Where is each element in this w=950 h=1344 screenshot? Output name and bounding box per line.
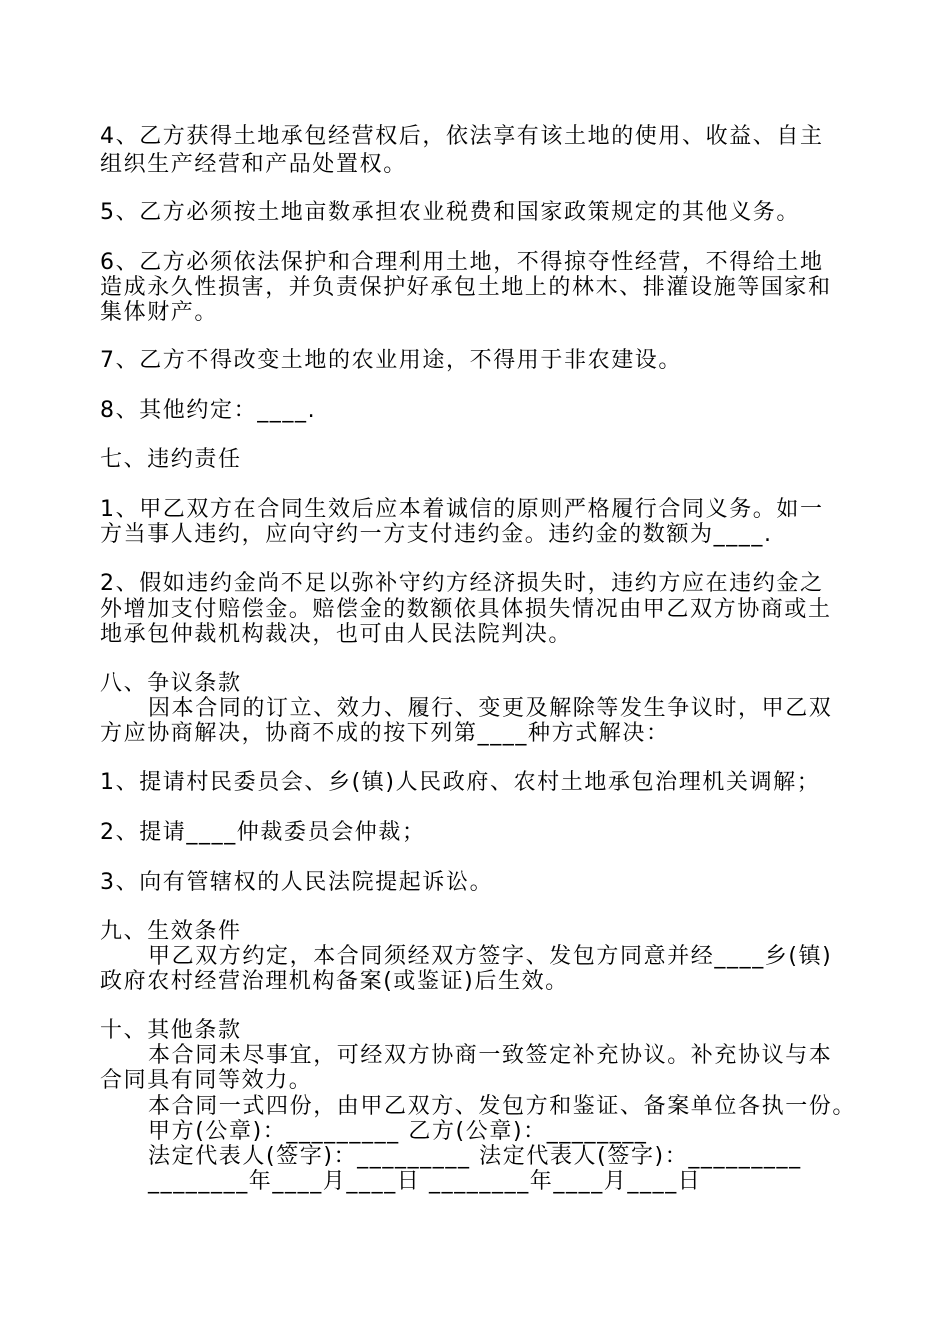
- section-8-line-1: 因本合同的订立、效力、履行、变更及解除等发生争议时，甲乙双: [148, 696, 833, 721]
- section-9-line-2: 政府农村经营治理机构备案(或鉴证)后生效。: [100, 969, 569, 994]
- clause-6-line-1: 6、乙方必须依法保护和合理利用土地，不得掠夺性经营，不得给土地: [100, 250, 824, 275]
- section-9-line-1: 甲乙双方约定，本合同须经双方签字、发包方同意并经____乡(镇): [148, 944, 833, 969]
- clause-5-line-1: 5、乙方必须按土地亩数承担农业税费和国家政策规定的其他义务。: [100, 200, 800, 225]
- section-10-line-1: 本合同未尽事宜，可经双方协商一致签定补充协议。补充协议与本: [148, 1043, 833, 1068]
- section-10-heading: 十、其他条款: [100, 1018, 242, 1043]
- clause-6-line-3: 集体财产。: [100, 300, 219, 325]
- section-8-heading: 八、争议条款: [100, 671, 242, 696]
- clause-4-line-1: 4、乙方获得土地承包经营权后，依法享有该土地的使用、收益、自主: [100, 124, 824, 149]
- signature-seal-line: 甲方(公章)：_________ 乙方(公章)：________: [148, 1119, 648, 1144]
- dispute-option-3: 3、向有管辖权的人民法院提起诉讼。: [100, 870, 494, 895]
- section-7-heading: 七、违约责任: [100, 447, 242, 472]
- liability-2-line-1: 2、假如违约金尚不足以弥补守约方经济损失时，违约方应在违约金之: [100, 571, 824, 596]
- clause-8-line-1: 8、其他约定：____.: [100, 398, 317, 423]
- liability-2-line-3: 地承包仲裁机构裁决，也可由人民法院判决。: [100, 622, 573, 647]
- clause-4-line-2: 组织生产经营和产品处置权。: [100, 152, 407, 177]
- section-9-heading: 九、生效条件: [100, 919, 242, 944]
- dispute-option-2: 2、提请____仲裁委员会仲裁；: [100, 820, 426, 845]
- liability-1-line-2: 方当事人违约，应向守约一方支付违约金。违约金的数额为____.: [100, 522, 773, 547]
- section-10-line-3: 本合同一式四份，由甲乙双方、发包方和鉴证、备案单位各执一份。: [148, 1094, 857, 1119]
- liability-1-line-1: 1、甲乙双方在合同生效后应本着诚信的原则严格履行合同义务。如一: [100, 497, 824, 522]
- dispute-option-1: 1、提请村民委员会、乡(镇)人民政府、农村土地承包治理机关调解；: [100, 770, 821, 795]
- section-8-line-2: 方应协商解决，协商不成的按下列第____种方式解决：: [100, 721, 670, 746]
- liability-2-line-2: 外增加支付赔偿金。赔偿金的数额依具体损失情况由甲乙双方协商或土: [100, 597, 832, 622]
- clause-7-line-1: 7、乙方不得改变土地的农业用途，不得用于非农建设。: [100, 348, 682, 373]
- clause-6-line-2: 造成永久性损害，并负责保护好承包土地上的林木、排灌设施等国家和: [100, 275, 832, 300]
- signature-representative-line: 法定代表人(签字)：_________ 法定代表人(签字)：_________: [148, 1144, 802, 1169]
- signature-date-line: ________年____月____日 ________年____月____日: [148, 1169, 702, 1194]
- section-10-line-2: 合同具有同等效力。: [100, 1068, 313, 1093]
